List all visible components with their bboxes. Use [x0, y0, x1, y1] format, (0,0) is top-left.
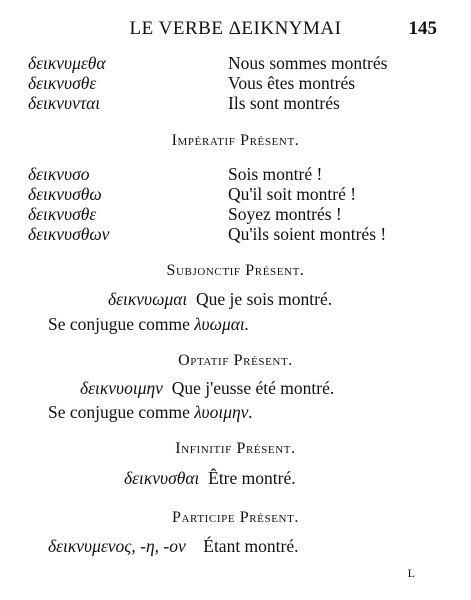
french-translation: Qu'ils soient montrés ! [228, 224, 387, 244]
section-heading-imperative: Impératif Présent. [171, 132, 300, 149]
french-translation: Qu'il soit montré ! [228, 184, 357, 204]
optative-form-line [80, 377, 334, 399]
french-translation: Soyez montrés ! [228, 204, 342, 224]
conjugation-row [28, 92, 448, 114]
french-translation: Sois montré ! [228, 164, 323, 184]
greek-model-verb: λυοιμην. [194, 402, 253, 422]
greek-form: δεικνυοιμην [80, 378, 163, 398]
french-translation: Étant montré. [203, 536, 299, 556]
signature-mark: L [407, 566, 415, 580]
page-number: 145 [408, 18, 437, 39]
conjugation-row [28, 203, 448, 225]
greek-form: δεικνυμεθα [28, 53, 106, 73]
french-translation: Que je sois montré. [196, 289, 333, 309]
french-translation: Vous êtes montrés [228, 73, 356, 93]
conjugation-row [28, 52, 448, 74]
greek-model-verb: λυωμαι. [194, 314, 250, 334]
french-translation: Ils sont montrés [228, 93, 340, 113]
greek-form: δεικνυσθε [28, 204, 97, 224]
greek-form: δεικνυσθε [28, 73, 97, 93]
greek-form: δεικνυσθαι [124, 468, 200, 488]
greek-form: δεικνυνται [28, 93, 101, 113]
french-translation: Être montré. [208, 468, 296, 488]
running-head [0, 16, 471, 42]
section-heading-subjunctive: Subjonctif Présent. [166, 262, 305, 279]
section-heading-optative: Optatif Présent. [178, 352, 293, 369]
greek-form: δεικνυσθων [28, 224, 110, 244]
conjugation-row [28, 163, 448, 185]
subjunctive-form-line [108, 288, 332, 310]
conjugation-row [28, 183, 448, 205]
subjunctive-note-line [48, 313, 249, 335]
french-translation: Que j'eusse été montré. [171, 378, 335, 398]
infinitive-form-line [124, 467, 296, 489]
section-heading-participle: Participe Présent. [172, 509, 299, 526]
conjugation-row [28, 223, 448, 245]
greek-form: δεικνυωμαι [108, 289, 188, 309]
section-heading-infinitive: Infinitif Présent. [175, 440, 296, 457]
greek-form: δεικνυμενος, -η, -ον [48, 536, 186, 556]
french-translation: Nous sommes montrés [228, 53, 388, 73]
participle-form-line [48, 535, 299, 557]
optative-note-line [48, 401, 253, 423]
conjugation-row [28, 72, 448, 94]
conjugation-note: Se conjugue comme [48, 402, 190, 422]
greek-form: δεικνυσο [28, 164, 90, 184]
greek-form: δεικνυσθω [28, 184, 102, 204]
conjugation-note: Se conjugue comme [48, 314, 190, 334]
running-title: LE VERBE ΔΕΙΚΝΥΜΑΙ [129, 18, 342, 39]
